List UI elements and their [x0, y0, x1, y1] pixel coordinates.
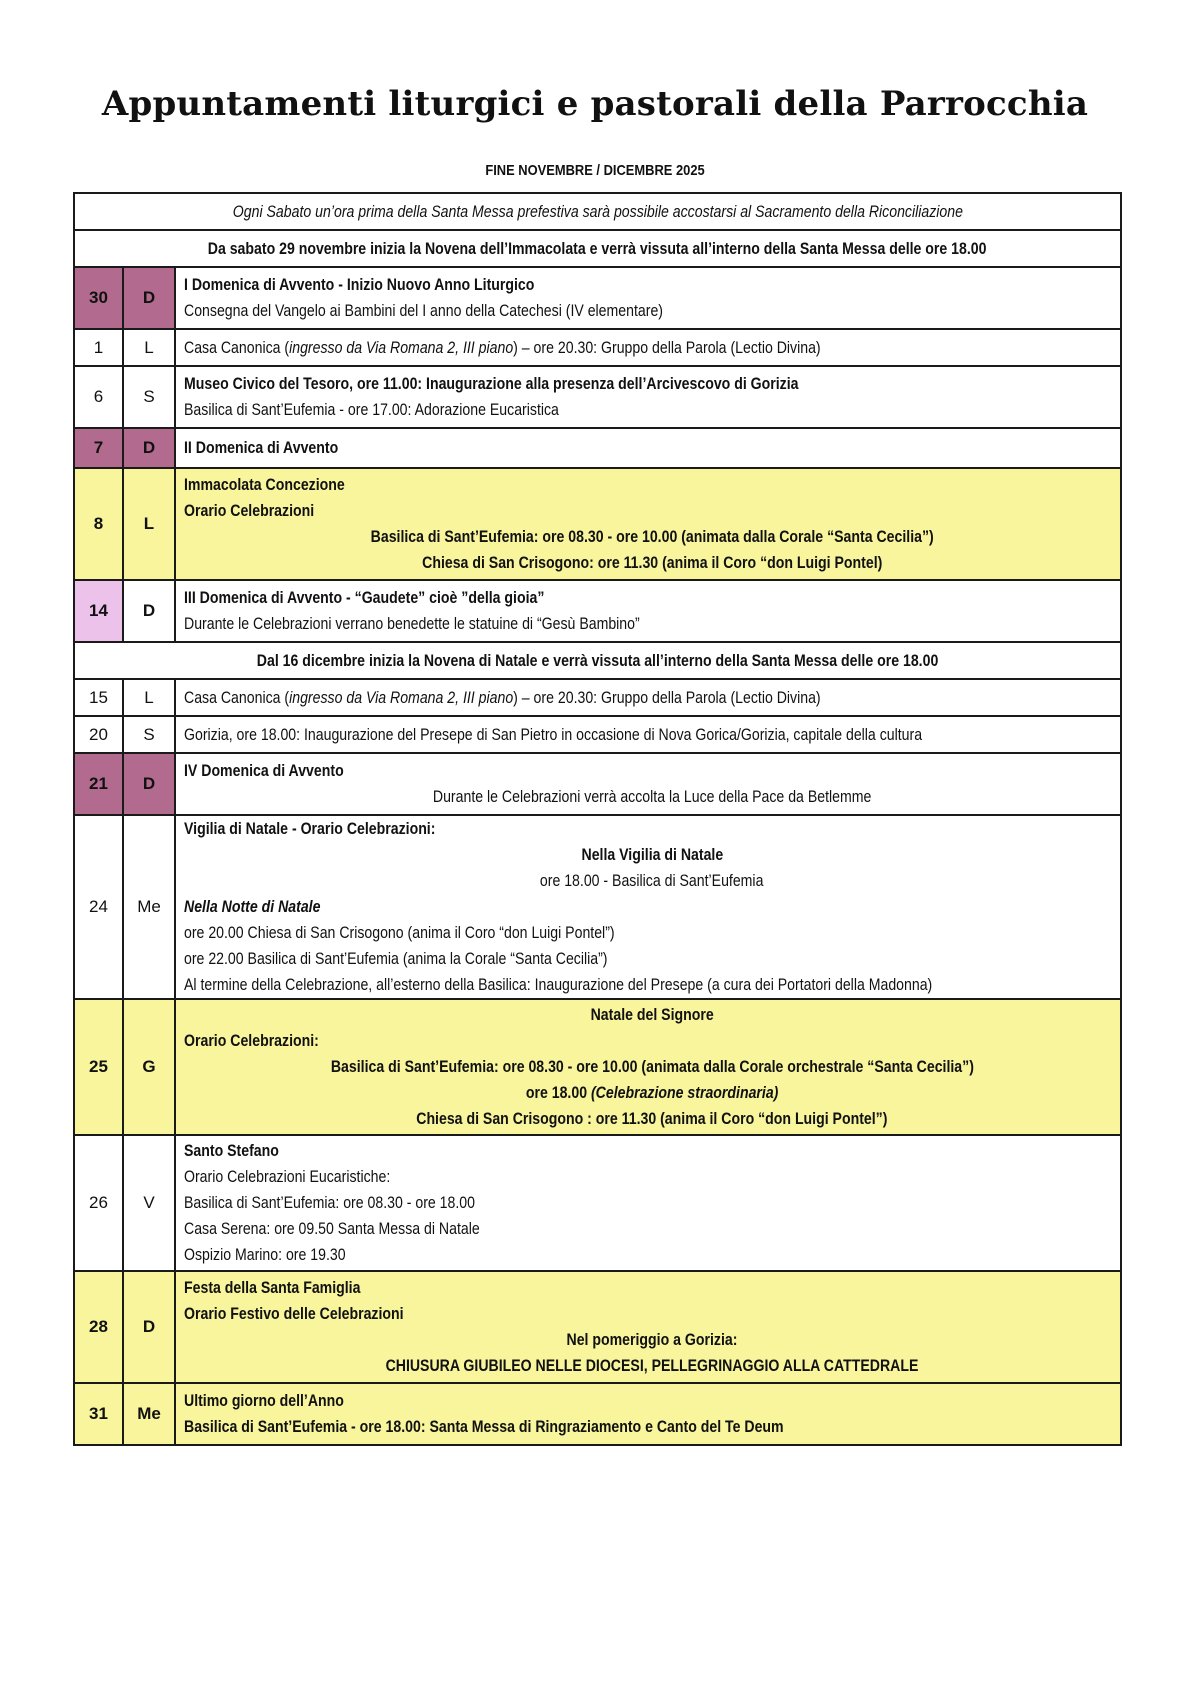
event-line: Museo Civico del Tesoro, ore 11.00: Inaugurazione alla presenza dell’Arcivescovo di Gorizia — [184, 374, 799, 393]
day-number: 6 — [74, 366, 123, 428]
table-row — [74, 428, 1121, 468]
weekday: Me — [123, 815, 175, 999]
event-line: Natale del Signore — [590, 1005, 714, 1024]
event-line: Casa Canonica ( — [184, 687, 290, 707]
event-description — [175, 580, 1121, 642]
day-number: 26 — [74, 1135, 123, 1271]
event-description — [175, 329, 1121, 366]
day-number: 15 — [74, 679, 123, 716]
event-line: Consegna del Vangelo ai Bambini del I anno della Catechesi (IV elementare) — [184, 301, 664, 320]
day-number: 1 — [74, 329, 123, 366]
weekday: G — [123, 999, 175, 1135]
day-number: 8 — [74, 468, 123, 580]
notice-row-novena-natale — [74, 642, 1121, 679]
event-description — [175, 999, 1121, 1135]
day-number: 31 — [74, 1383, 123, 1445]
weekday: D — [123, 1271, 175, 1383]
table-row — [74, 815, 1121, 999]
day-number: 24 — [74, 815, 123, 999]
event-line: Gorizia, ore 18.00: Inaugurazione del Presepe di San Pietro in occasione di Nova Gorica/Gorizia, capitale della cultura — [184, 724, 923, 744]
notice-novena-natale: Dal 16 dicembre inizia la Novena di Natale e verrà vissuta all’interno della Santa Messa delle ore 18.00 — [256, 650, 939, 670]
event-line: Festa della Santa Famiglia — [184, 1278, 361, 1297]
event-line: Nel pomeriggio a Gorizia: — [566, 1330, 738, 1349]
table-row — [74, 468, 1121, 580]
event-description — [175, 815, 1121, 999]
weekday: L — [123, 679, 175, 716]
table-row — [74, 999, 1121, 1135]
event-line-italic: ingresso da Via Romana 2, III piano — [289, 337, 514, 357]
day-number: 21 — [74, 753, 123, 815]
notice-row-novena-immacolata — [74, 230, 1121, 267]
weekday: D — [123, 428, 175, 468]
table-row — [74, 753, 1121, 815]
table-row — [74, 267, 1121, 329]
event-line: Basilica di Sant’Eufemia: ore 08.30 - ore 10.00 (animata dalla Corale orchestrale “Santa Cecilia”) — [330, 1057, 974, 1076]
event-line: Orario Celebrazioni: — [184, 1031, 319, 1050]
event-line: Chiesa di San Crisogono : ore 11.30 (anima il Coro “don Luigi Pontel”) — [416, 1109, 888, 1128]
table-row — [74, 580, 1121, 642]
weekday: V — [123, 1135, 175, 1271]
table-row — [74, 1135, 1121, 1271]
event-line: Basilica di Sant’Eufemia - ore 18.00: Santa Messa di Ringraziamento e Canto del Te Deum — [184, 1417, 784, 1436]
weekday: L — [123, 329, 175, 366]
event-description — [175, 753, 1121, 815]
notice-novena-immacolata: Da sabato 29 novembre inizia la Novena dell’Immacolata e verrà vissuta all’interno della Santa Messa delle ore 18.00 — [208, 238, 987, 258]
event-description — [175, 366, 1121, 428]
day-number: 25 — [74, 999, 123, 1135]
table-row — [74, 679, 1121, 716]
event-line: Vigilia di Natale - Orario Celebrazioni: — [184, 819, 436, 838]
event-line: Orario Celebrazioni — [184, 501, 315, 520]
event-line: Basilica di Sant’Eufemia - ore 17.00: Adorazione Eucaristica — [184, 400, 559, 419]
event-line: III Domenica di Avvento - “Gaudete” cioè ”della gioia” — [184, 588, 545, 607]
event-description — [175, 1271, 1121, 1383]
event-line: IV Domenica di Avvento — [184, 761, 344, 780]
weekday: D — [123, 267, 175, 329]
weekday: Me — [123, 1383, 175, 1445]
event-line: ore 22.00 Basilica di Sant’Eufemia (anima la Corale “Santa Cecilia”) — [184, 949, 608, 968]
event-description — [175, 716, 1121, 753]
weekday: D — [123, 580, 175, 642]
event-line: ore 18.00 — [525, 1083, 591, 1102]
notice-row-confession — [74, 193, 1121, 230]
event-description — [175, 679, 1121, 716]
page-title: Appuntamenti liturgici e pastorali della Parrocchia — [101, 84, 1089, 124]
table-row — [74, 366, 1121, 428]
event-line: Al termine della Celebrazione, all’esterno della Basilica: Inaugurazione del Presepe (a cura dei Portatori della Madonna) — [184, 975, 933, 994]
event-line: Nella Notte di Natale — [184, 897, 321, 916]
event-line: Casa Canonica ( — [184, 337, 290, 357]
event-line: Basilica di Sant’Eufemia: ore 08.30 - ore 10.00 (animata dalla Corale “Santa Cecilia”) — [370, 527, 934, 546]
day-number: 20 — [74, 716, 123, 753]
event-line: ore 20.00 Chiesa di San Crisogono (anima il Coro “don Luigi Pontel”) — [184, 923, 615, 942]
event-description — [175, 428, 1121, 468]
event-line-italic: (Celebrazione straordinaria) — [590, 1083, 779, 1102]
event-line: Immacolata Concezione — [184, 475, 345, 494]
weekday: D — [123, 753, 175, 815]
day-number: 30 — [74, 267, 123, 329]
event-line: Santo Stefano — [184, 1141, 279, 1160]
event-line: I Domenica di Avvento - Inizio Nuovo Anno Liturgico — [184, 275, 535, 294]
event-line: ) – ore 20.30: Gruppo della Parola (Lectio Divina) — [513, 687, 821, 707]
event-line: CHIUSURA GIUBILEO NELLE DIOCESI, PELLEGRINAGGIO ALLA CATTEDRALE — [385, 1356, 919, 1375]
table-row — [74, 716, 1121, 753]
event-line: Ospizio Marino: ore 19.30 — [184, 1245, 346, 1264]
weekday: S — [123, 716, 175, 753]
notice-confession: Ogni Sabato un’ora prima della Santa Messa prefestiva sarà possibile accostarsi al Sacramento della Riconciliazione — [232, 201, 963, 221]
event-line: ) – ore 20.30: Gruppo della Parola (Lectio Divina) — [513, 337, 821, 357]
event-line: II Domenica di Avvento — [184, 438, 339, 457]
event-line: Durante le Celebrazioni verrà accolta la Luce della Pace da Betlemme — [432, 787, 872, 806]
event-line: Orario Celebrazioni Eucaristiche: — [184, 1167, 391, 1186]
day-number: 14 — [74, 580, 123, 642]
weekday: L — [123, 468, 175, 580]
table-row — [74, 329, 1121, 366]
event-line: Orario Festivo delle Celebrazioni — [184, 1304, 404, 1323]
schedule-table — [73, 192, 1122, 1446]
page-subtitle: FINE NOVEMBRE / DICEMBRE 2025 — [485, 162, 705, 179]
event-line: ore 18.00 - Basilica di Sant’Eufemia — [540, 871, 764, 890]
day-number: 7 — [74, 428, 123, 468]
event-line: Ultimo giorno dell’Anno — [184, 1391, 344, 1410]
event-line-italic: ingresso da Via Romana 2, III piano — [289, 687, 514, 707]
event-description — [175, 1135, 1121, 1271]
event-line: Basilica di Sant’Eufemia: ore 08.30 - ore 18.00 — [184, 1193, 475, 1212]
table-row — [74, 1383, 1121, 1445]
event-line: Chiesa di San Crisogono: ore 11.30 (anima il Coro “don Luigi Pontel) — [421, 553, 883, 572]
weekday: S — [123, 366, 175, 428]
day-number: 28 — [74, 1271, 123, 1383]
event-description — [175, 267, 1121, 329]
event-line: Durante le Celebrazioni verrano benedette le statuine di “Gesù Bambino” — [184, 614, 640, 633]
event-description — [175, 1383, 1121, 1445]
event-line: Casa Serena: ore 09.50 Santa Messa di Natale — [184, 1219, 480, 1238]
event-line: Nella Vigilia di Natale — [581, 845, 723, 864]
event-description — [175, 468, 1121, 580]
table-row — [74, 1271, 1121, 1383]
